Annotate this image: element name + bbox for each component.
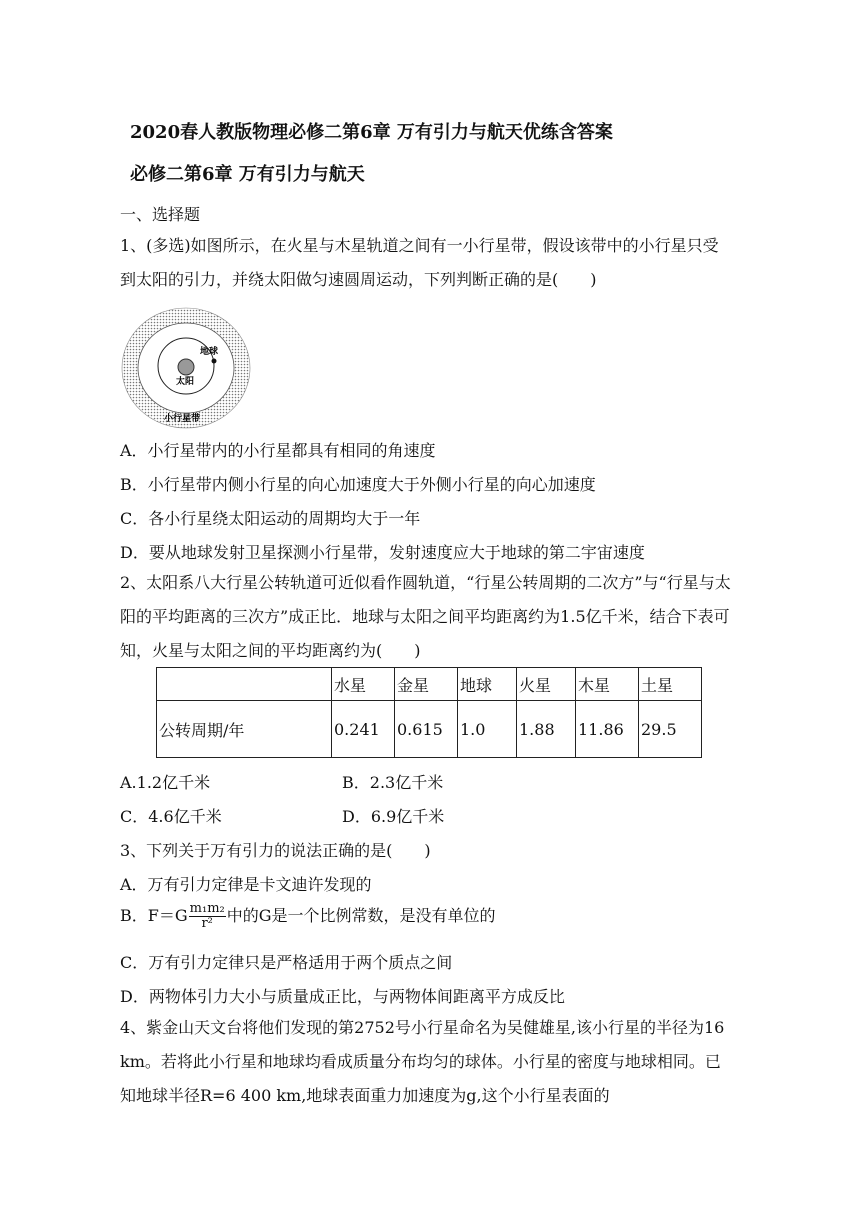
table-header-cell: 土星 (639, 668, 702, 701)
table-cell: 1.88 (517, 701, 576, 758)
table-cell: 0.615 (395, 701, 458, 758)
q2-option-d: D．6.9亿千米 (342, 807, 445, 826)
table-cell: 1.0 (458, 701, 517, 758)
table-header-cell: 地球 (458, 668, 517, 701)
table-header-cell: 水星 (332, 668, 395, 701)
q1-option-d: D．要从地球发射卫星探测小行星带，发射速度应大于地球的第二宇宙速度 (120, 543, 645, 562)
question-1-text: 1、(多选)如图所示，在火星与木星轨道之间有一小行星带，假设该带中的小行星只受到太阳的引力，并绕太阳做匀速圆周运动，下列判断正确的是( ) (120, 236, 719, 289)
table-cell: 29.5 (639, 701, 702, 758)
document-subtitle: 必修二第6章 万有引力与航天 (130, 164, 365, 185)
fraction-numerator: m₁m₂ (189, 901, 225, 916)
q3-option-b-suffix: 中的G是一个比例常数，是没有单位的 (226, 906, 496, 925)
section-heading: 一、选择题 (120, 205, 201, 224)
sun-circle (178, 359, 194, 375)
table-row-label: 公转周期/年 (157, 701, 332, 758)
table-header-row (157, 668, 702, 701)
table-cell: 11.86 (576, 701, 639, 758)
q2-options-row-1 (120, 770, 444, 793)
sun-label: 太阳 (176, 377, 195, 387)
question-3-text: 3、下列关于万有引力的说法正确的是( ) (120, 841, 431, 860)
q2-option-b: B．2.3亿千米 (342, 773, 444, 792)
q2-option-a: A.1.2亿千米 (120, 773, 211, 792)
q1-option-c: C．各小行星绕太阳运动的周期均大于一年 (120, 509, 421, 528)
earth-label: 地球 (200, 347, 219, 357)
table-header-cell: 金星 (395, 668, 458, 701)
q3-option-b-prefix: B．F＝G (120, 906, 188, 925)
q2-options-row-2 (120, 804, 445, 827)
fraction-denominator: r² (201, 916, 213, 931)
table-header-cell (157, 668, 332, 701)
document-title: 2020春人教版物理必修二第6章 万有引力与航天优练含答案 (130, 122, 613, 143)
q1-option-b: B．小行星带内侧小行星的向心加速度大于外侧小行星的向心加速度 (120, 475, 596, 494)
question-2-text: 2、太阳系八大行星公转轨道可近似看作圆轨道，“行星公转周期的二次方”与“行星与太阳的平均距离的三次方”成正比．地球与太阳之间平均距离约为1.5亿千米，结合下表可知，火星与太阳之间的平均距离约为( ) (120, 573, 731, 660)
q2-option-c: C．4.6亿千米 (120, 807, 222, 826)
gravity-formula-fraction (189, 902, 226, 931)
q1-option-a: A．小行星带内的小行星都具有相同的角速度 (120, 441, 436, 460)
earth-dot (212, 359, 217, 364)
table-cell: 0.241 (332, 701, 395, 758)
table-header-cell: 火星 (517, 668, 576, 701)
table-row (157, 701, 702, 758)
asteroid-belt-figure (120, 306, 254, 434)
q3-option-a: A．万有引力定律是卡文迪许发现的 (120, 875, 372, 894)
q3-option-c: C．万有引力定律只是严格适用于两个质点之间 (120, 953, 453, 972)
q3-option-b (120, 902, 496, 931)
planet-period-table (156, 667, 702, 758)
q3-option-d: D．两物体引力大小与质量成正比，与两物体间距离平方成反比 (120, 987, 565, 1006)
table-header-cell: 木星 (576, 668, 639, 701)
asteroid-belt-diagram (120, 306, 254, 430)
question-4-text: 4、紫金山天文台将他们发现的第2752号小行星命名为吴健雄星,该小行星的半径为16 km。若将此小行星和地球均看成质量分布均匀的球体。小行星的密度与地球相同。已知地球半径R=6 400 km,地球表面重力加速度为g,这个小行星表面的 (120, 1018, 725, 1105)
belt-label: 小行星带 (164, 414, 201, 424)
